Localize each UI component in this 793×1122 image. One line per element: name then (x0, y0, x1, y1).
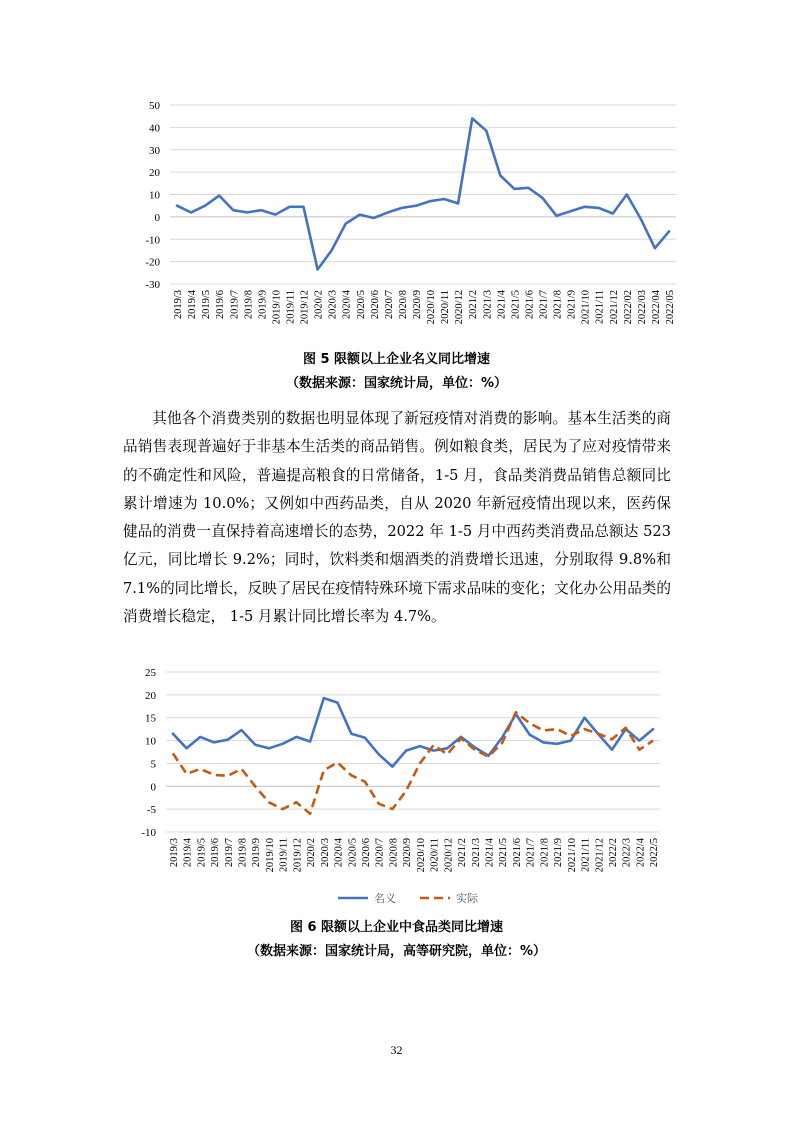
x-tick-label: 2022/2 (607, 838, 619, 868)
x-tick-label: 2020/5 (355, 290, 367, 320)
x-tick-label: 2020/6 (360, 838, 372, 868)
x-tick-label: 2020/10 (426, 290, 438, 325)
x-tick-label: 2020/12 (454, 290, 466, 325)
x-tick-label: 2020/2 (313, 290, 325, 320)
x-tick-label: 2021/12 (608, 290, 620, 325)
x-tick-label: 2022/02 (622, 290, 634, 325)
legend-label-2: 实际 (456, 893, 478, 905)
x-tick-label: 2021/4 (496, 290, 508, 320)
x-tick-label: 2019/12 (292, 838, 304, 873)
y-tick-label: 0 (154, 211, 160, 224)
y-tick-label: 50 (149, 100, 160, 112)
x-tick-label: 2020/9 (402, 838, 414, 868)
x-tick-label: 2019/11 (285, 290, 297, 325)
x-tick-label: 2021/8 (539, 838, 551, 868)
x-tick-label: 2021/7 (538, 290, 550, 320)
y-tick-label: 30 (149, 144, 160, 157)
x-tick-label: 2019/3 (173, 290, 185, 320)
y-tick-label: -30 (145, 279, 160, 291)
x-tick-label: 2021/9 (566, 290, 578, 320)
x-tick-label: 2020/11 (440, 290, 452, 325)
x-tick-label: 2022/03 (636, 290, 648, 325)
x-tick-label: 2019/10 (264, 838, 276, 873)
x-tick-label: 2020/3 (327, 290, 339, 320)
x-tick-label: 2021/3 (470, 838, 482, 868)
x-tick-label: 2021/2 (457, 838, 469, 868)
x-tick-label: 2021/4 (484, 838, 496, 868)
x-tick-label: 2021/11 (580, 838, 592, 873)
x-tick-label: 2021/9 (553, 838, 565, 868)
y-tick-label: 15 (145, 712, 156, 725)
figure5-source: （数据来源：国家统计局，单位：%） (285, 376, 508, 391)
series-line-1 (173, 698, 653, 767)
x-tick-label: 2019/7 (229, 290, 241, 320)
x-tick-label: 2021/12 (594, 838, 606, 873)
x-tick-label: 2021/2 (468, 290, 480, 320)
x-tick-label: 2020/11 (429, 838, 441, 873)
x-tick-label: 2022/5 (649, 838, 661, 868)
x-tick-label: 2020/3 (319, 838, 331, 868)
x-tick-label: 2020/4 (341, 290, 353, 320)
figure5-caption: 图 5 限额以上企业名义同比增速 (302, 352, 491, 367)
x-tick-label: 2022/3 (621, 838, 633, 868)
y-tick-label: -20 (145, 256, 160, 269)
x-tick-label: 2020/8 (397, 290, 409, 320)
x-tick-label: 2020/6 (369, 290, 381, 320)
x-tick-label: 2022/4 (635, 838, 647, 868)
y-tick-label: -10 (145, 234, 160, 247)
x-tick-label: 2022/04 (650, 290, 662, 325)
y-tick-label: 20 (149, 167, 160, 180)
x-tick-label: 2021/6 (511, 838, 523, 868)
x-tick-label: 2020/10 (415, 838, 427, 873)
x-tick-label: 2019/3 (168, 838, 180, 868)
series-line-1 (177, 118, 669, 269)
series-line-2 (173, 712, 653, 814)
x-tick-label: 2019/7 (223, 838, 235, 868)
legend-label-1: 名义 (374, 893, 396, 905)
y-tick-label: 10 (145, 735, 156, 748)
x-tick-label: 2022/05 (664, 290, 676, 325)
x-tick-label: 2020/7 (383, 290, 395, 320)
y-tick-label: 40 (149, 122, 160, 135)
x-tick-label: 2019/5 (196, 838, 208, 868)
x-tick-label: 2020/2 (306, 838, 318, 868)
x-tick-label: 2021/7 (525, 838, 537, 868)
x-tick-label: 2019/5 (201, 290, 213, 320)
page-number: 32 (390, 1043, 403, 1057)
x-tick-label: 2020/9 (411, 290, 423, 320)
x-tick-label: 2019/6 (210, 838, 222, 868)
x-tick-label: 2019/6 (215, 290, 227, 320)
x-tick-label: 2020/5 (347, 838, 359, 868)
x-tick-label: 2021/11 (594, 290, 606, 325)
figure6-caption: 图 6 限额以上企业中食品类同比增速 (289, 920, 504, 935)
y-tick-label: 25 (145, 667, 156, 679)
x-tick-label: 2019/8 (237, 838, 249, 868)
x-tick-label: 2020/8 (388, 838, 400, 868)
x-tick-label: 2021/5 (498, 838, 510, 868)
x-tick-label: 2019/12 (299, 290, 311, 325)
x-tick-label: 2021/5 (510, 290, 522, 320)
figure6-source: （数据来源：国家统计局，高等研究院，单位：%） (246, 944, 547, 959)
x-tick-label: 2021/10 (580, 290, 592, 325)
x-tick-label: 2021/8 (552, 290, 564, 320)
x-tick-label: 2019/10 (271, 290, 283, 325)
x-tick-label: 2021/10 (566, 838, 578, 873)
x-tick-label: 2019/9 (257, 290, 269, 320)
x-tick-label: 2021/6 (524, 290, 536, 320)
x-tick-label: 2020/7 (374, 838, 386, 868)
x-tick-label: 2019/8 (243, 290, 255, 320)
y-tick-label: -5 (146, 804, 156, 817)
y-tick-label: -10 (141, 827, 156, 839)
y-tick-label: 10 (149, 189, 160, 202)
y-tick-label: 5 (150, 758, 156, 771)
x-tick-label: 2020/4 (333, 838, 345, 868)
x-tick-label: 2019/4 (182, 838, 194, 868)
y-tick-label: 20 (145, 689, 156, 702)
figure5-chart (0, 0, 793, 345)
x-tick-label: 2019/9 (251, 838, 263, 868)
x-tick-label: 2019/4 (187, 290, 199, 320)
x-tick-label: 2019/11 (278, 838, 290, 873)
x-tick-label: 2021/3 (482, 290, 494, 320)
body-paragraph: 其他各个消费类别的数据也明显体现了新冠疫情对消费的影响。基本生活类的商品销售表现普遍好于非基本生活类的商品销售。例如粮食类，居民为了应对疫情带来的不确定性和风险，普遍提高粮食的日常储备，1-5 月，食品类消费品销售总额同比累计增速为 10.0%；又例如中西药品类，自从 2020 年新冠疫情出现以来，医药保健品的消费一直保持着高速增长的态势，2022 年 1-5 月中西药类消费品总额达 523 亿元，同比增长 9.2%；同时，饮料类和烟酒类的消费增长迅速，分别取得 9.8%和 7.1%的同比增长，反映了居民在疫情特殊环境下需求品味的变化；文化办公用品类的消费增长稳定， 1-5 月累计同比增长率为 4.7%。 (123, 410, 671, 626)
y-tick-label: 0 (150, 781, 156, 794)
x-tick-label: 2020/12 (443, 838, 455, 873)
